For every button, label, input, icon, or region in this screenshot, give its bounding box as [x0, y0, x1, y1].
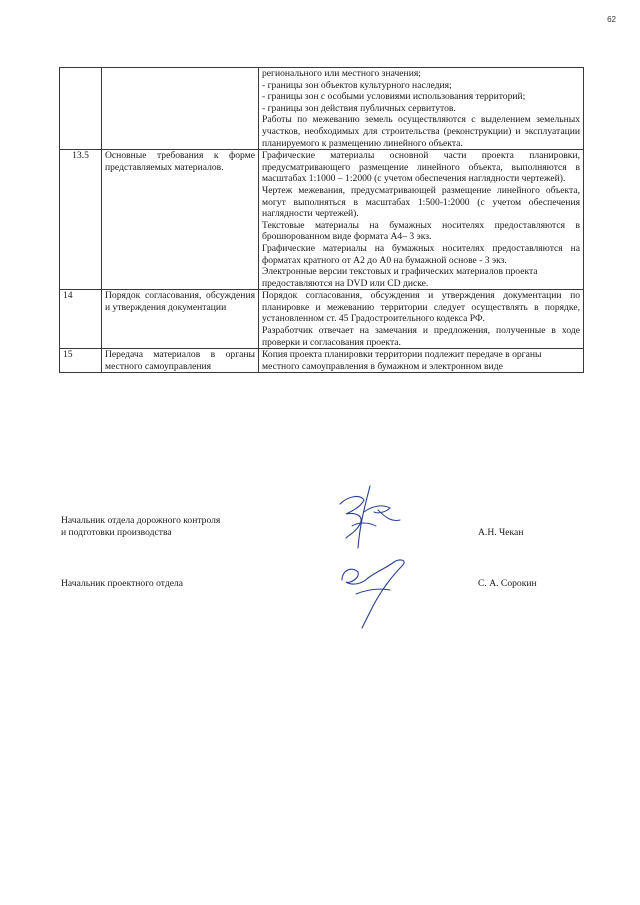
row-text-line: Графические материалы на бумажных носителях предоставляются на форматах кратного от А2 до А0 на бумажной основе - 3 экз. — [262, 242, 580, 266]
table-row — [60, 290, 584, 349]
row-title: Порядок согласования, обсуждения и утверждения документации — [102, 290, 259, 349]
row-text-line: Порядок согласования, обсуждения и утверждения документации по планировке и межеванию территории следует осуществлять в порядке, установленном ст. 45 Градостроительного кодекса РФ. — [262, 290, 580, 325]
row-text-line: Электронные версии текстовых и графических материалов проекта предоставляются на DVD или CD диске. — [262, 266, 538, 289]
signatory-title-line: Начальник проектного отдела — [61, 578, 184, 589]
row-text-line: - границы зон объектов культурного наследия; — [262, 79, 452, 91]
signatory-title-line: Начальник отдела дорожного контроля — [61, 515, 221, 526]
row-text-line: Графические материалы основной части проекта планировки, предусматривающего размещение линейного объекта, выполняются в масштабах 1:1000 – 1:2000 (с учетом обеспечения наглядности чертежей). — [262, 150, 580, 185]
row-text-line: Текстовые материалы на бумажных носителях предоставляются в брошюрованном виде формата А4– 3 экз. — [262, 219, 580, 243]
row-title: Основные требования к форме представляемых материалов. — [102, 150, 259, 290]
row-content — [259, 68, 584, 150]
row-text-line: - границы зон действия публичных сервитутов. — [262, 102, 456, 114]
row-text-line: - границы зон с особыми условиями использования территорий; — [262, 91, 526, 103]
requirements-table — [59, 67, 584, 373]
table-row — [60, 349, 584, 373]
signatory-name: С. А. Сорокин — [478, 578, 537, 589]
row-content — [259, 349, 584, 373]
row-number — [60, 68, 102, 150]
row-text-line: Работы по межеванию земель осуществляются с выделением земельных участков, необходимых для строительства (реконструкции) и эксплуатации планируемого к размещению линейного объекта. — [262, 114, 580, 149]
row-text-line: Разработчик отвечает на замечания и предложения, полученные в ходе проверки и согласования проекта. — [262, 325, 580, 348]
handwritten-signature — [336, 552, 416, 632]
row-text-line: Чертеж межевания, предусматривающей размещение линейного объекта, могут выполняться в масштабах 1:500-1:2000 (с учетом обеспечения наглядности чертежей). — [262, 184, 580, 220]
row-number: 14 — [60, 290, 102, 349]
row-text-line: Копия проекта планировки территории подлежит передаче в органы местного самоуправления в бумажном и электронном виде — [262, 349, 542, 372]
table-row — [60, 68, 584, 150]
table-row — [60, 150, 584, 290]
page-number: 62 — [607, 15, 616, 24]
signatory-title — [61, 578, 183, 590]
row-number: 15 — [60, 349, 102, 373]
handwritten-signature — [330, 482, 410, 554]
row-content — [259, 150, 584, 290]
row-text-line: регионального или местного значения; — [262, 68, 421, 79]
signatory-title-line: и подготовки производства — [61, 527, 172, 538]
signatory-name: А.Н. Чекан — [478, 527, 524, 538]
row-content — [259, 290, 584, 349]
row-number: 13.5 — [60, 150, 102, 290]
row-title — [102, 68, 259, 150]
signatory-title — [61, 515, 220, 539]
row-title: Передача материалов в органы местного самоуправления — [102, 349, 259, 373]
